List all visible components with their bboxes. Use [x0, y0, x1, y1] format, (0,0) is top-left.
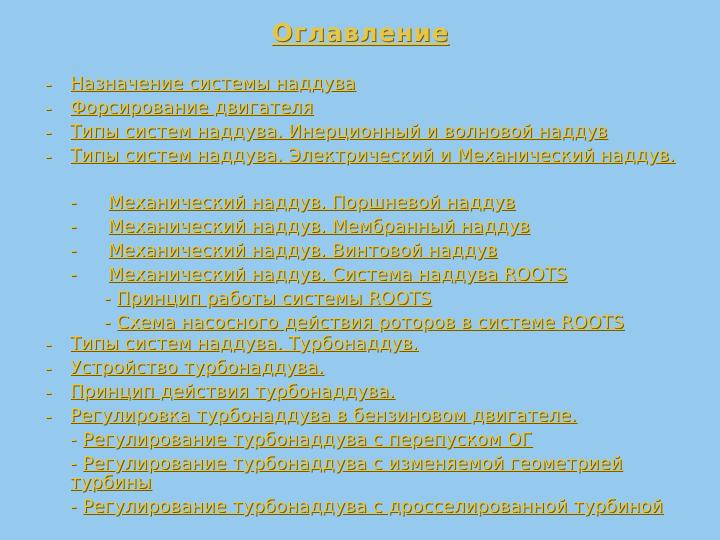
toc-link-membrane[interactable] — [70, 217, 530, 236]
bullet-marker: - — [45, 358, 52, 379]
bullet-marker: - — [45, 74, 52, 95]
toc-link-roots[interactable] — [70, 265, 567, 284]
toc-link-turbo-design[interactable]: Устройство турбонаддува. — [70, 357, 324, 378]
toc-link-label: Механический наддув. Мембранный наддув — [108, 216, 530, 237]
toc-link-roots-pumping[interactable] — [104, 313, 624, 332]
bullet-marker: - — [45, 146, 52, 167]
toc-link-label: Регулирование турбонаддува с изменяемой геометрией турбины — [70, 453, 623, 493]
sub-bullet-marker: - — [70, 264, 77, 285]
bullet-marker: - — [45, 98, 52, 119]
toc-link-label: Схема насосного действия роторов в системе ROOTS — [116, 312, 624, 333]
toc-link-label: Регулирование турбонаддува с дросселированной турбиной — [82, 496, 663, 517]
bullet-marker: - — [45, 382, 52, 403]
sub-bullet-marker: - — [104, 288, 111, 309]
bullet-marker: - — [45, 122, 52, 143]
toc-link-variable-geometry[interactable] — [70, 454, 685, 492]
toc-link-screw[interactable] — [70, 241, 497, 260]
sub-bullet-marker: - — [70, 453, 77, 474]
sub-bullet-marker: - — [70, 429, 77, 450]
sub-bullet-marker: - — [70, 216, 77, 237]
sub-bullet-marker: - — [70, 240, 77, 261]
page-title: Оглавление — [271, 18, 449, 47]
toc-link-boosting[interactable]: Форсирование двигателя — [70, 97, 313, 118]
toc-link-label: Механический наддув. Винтовой наддув — [108, 240, 498, 261]
toc-link-wastegate[interactable] — [70, 430, 532, 449]
toc-link-purpose[interactable]: Назначение системы наддува — [70, 73, 356, 94]
sub-bullet-marker: - — [70, 192, 77, 213]
sub-bullet-marker: - — [104, 312, 111, 333]
toc-link-roots-principle[interactable] — [104, 289, 431, 308]
toc-link-label: Механический наддув. Поршневой наддув — [108, 192, 516, 213]
toc-link-inertial-wave[interactable]: Типы систем наддува. Инерционный и волновой наддув — [70, 121, 608, 142]
toc-link-label: Механический наддув. Система наддува ROOTS — [108, 264, 567, 285]
toc-link-turbo-types[interactable]: Типы систем наддува. Турбонаддув. — [70, 333, 419, 354]
toc-link-label: Регулирование турбонаддува с перепуском ОГ — [82, 429, 533, 450]
toc-link-turbo-principle[interactable]: Принцип действия турбонаддува. — [70, 381, 395, 402]
toc-link-throttled-turbine[interactable] — [70, 497, 685, 516]
toc-link-piston[interactable] — [70, 193, 515, 212]
toc-link-label: Принцип работы системы ROOTS — [116, 288, 432, 309]
bullet-marker: - — [45, 406, 52, 427]
sub-bullet-marker: - — [70, 496, 77, 517]
toc-link-electric-mechanical[interactable]: Типы систем наддува. Электрический и Механический наддув. — [70, 145, 675, 166]
bullet-marker: - — [45, 334, 52, 355]
toc-link-turbo-regulation[interactable]: Регулировка турбонаддува в бензиновом двигателе. — [70, 405, 577, 426]
